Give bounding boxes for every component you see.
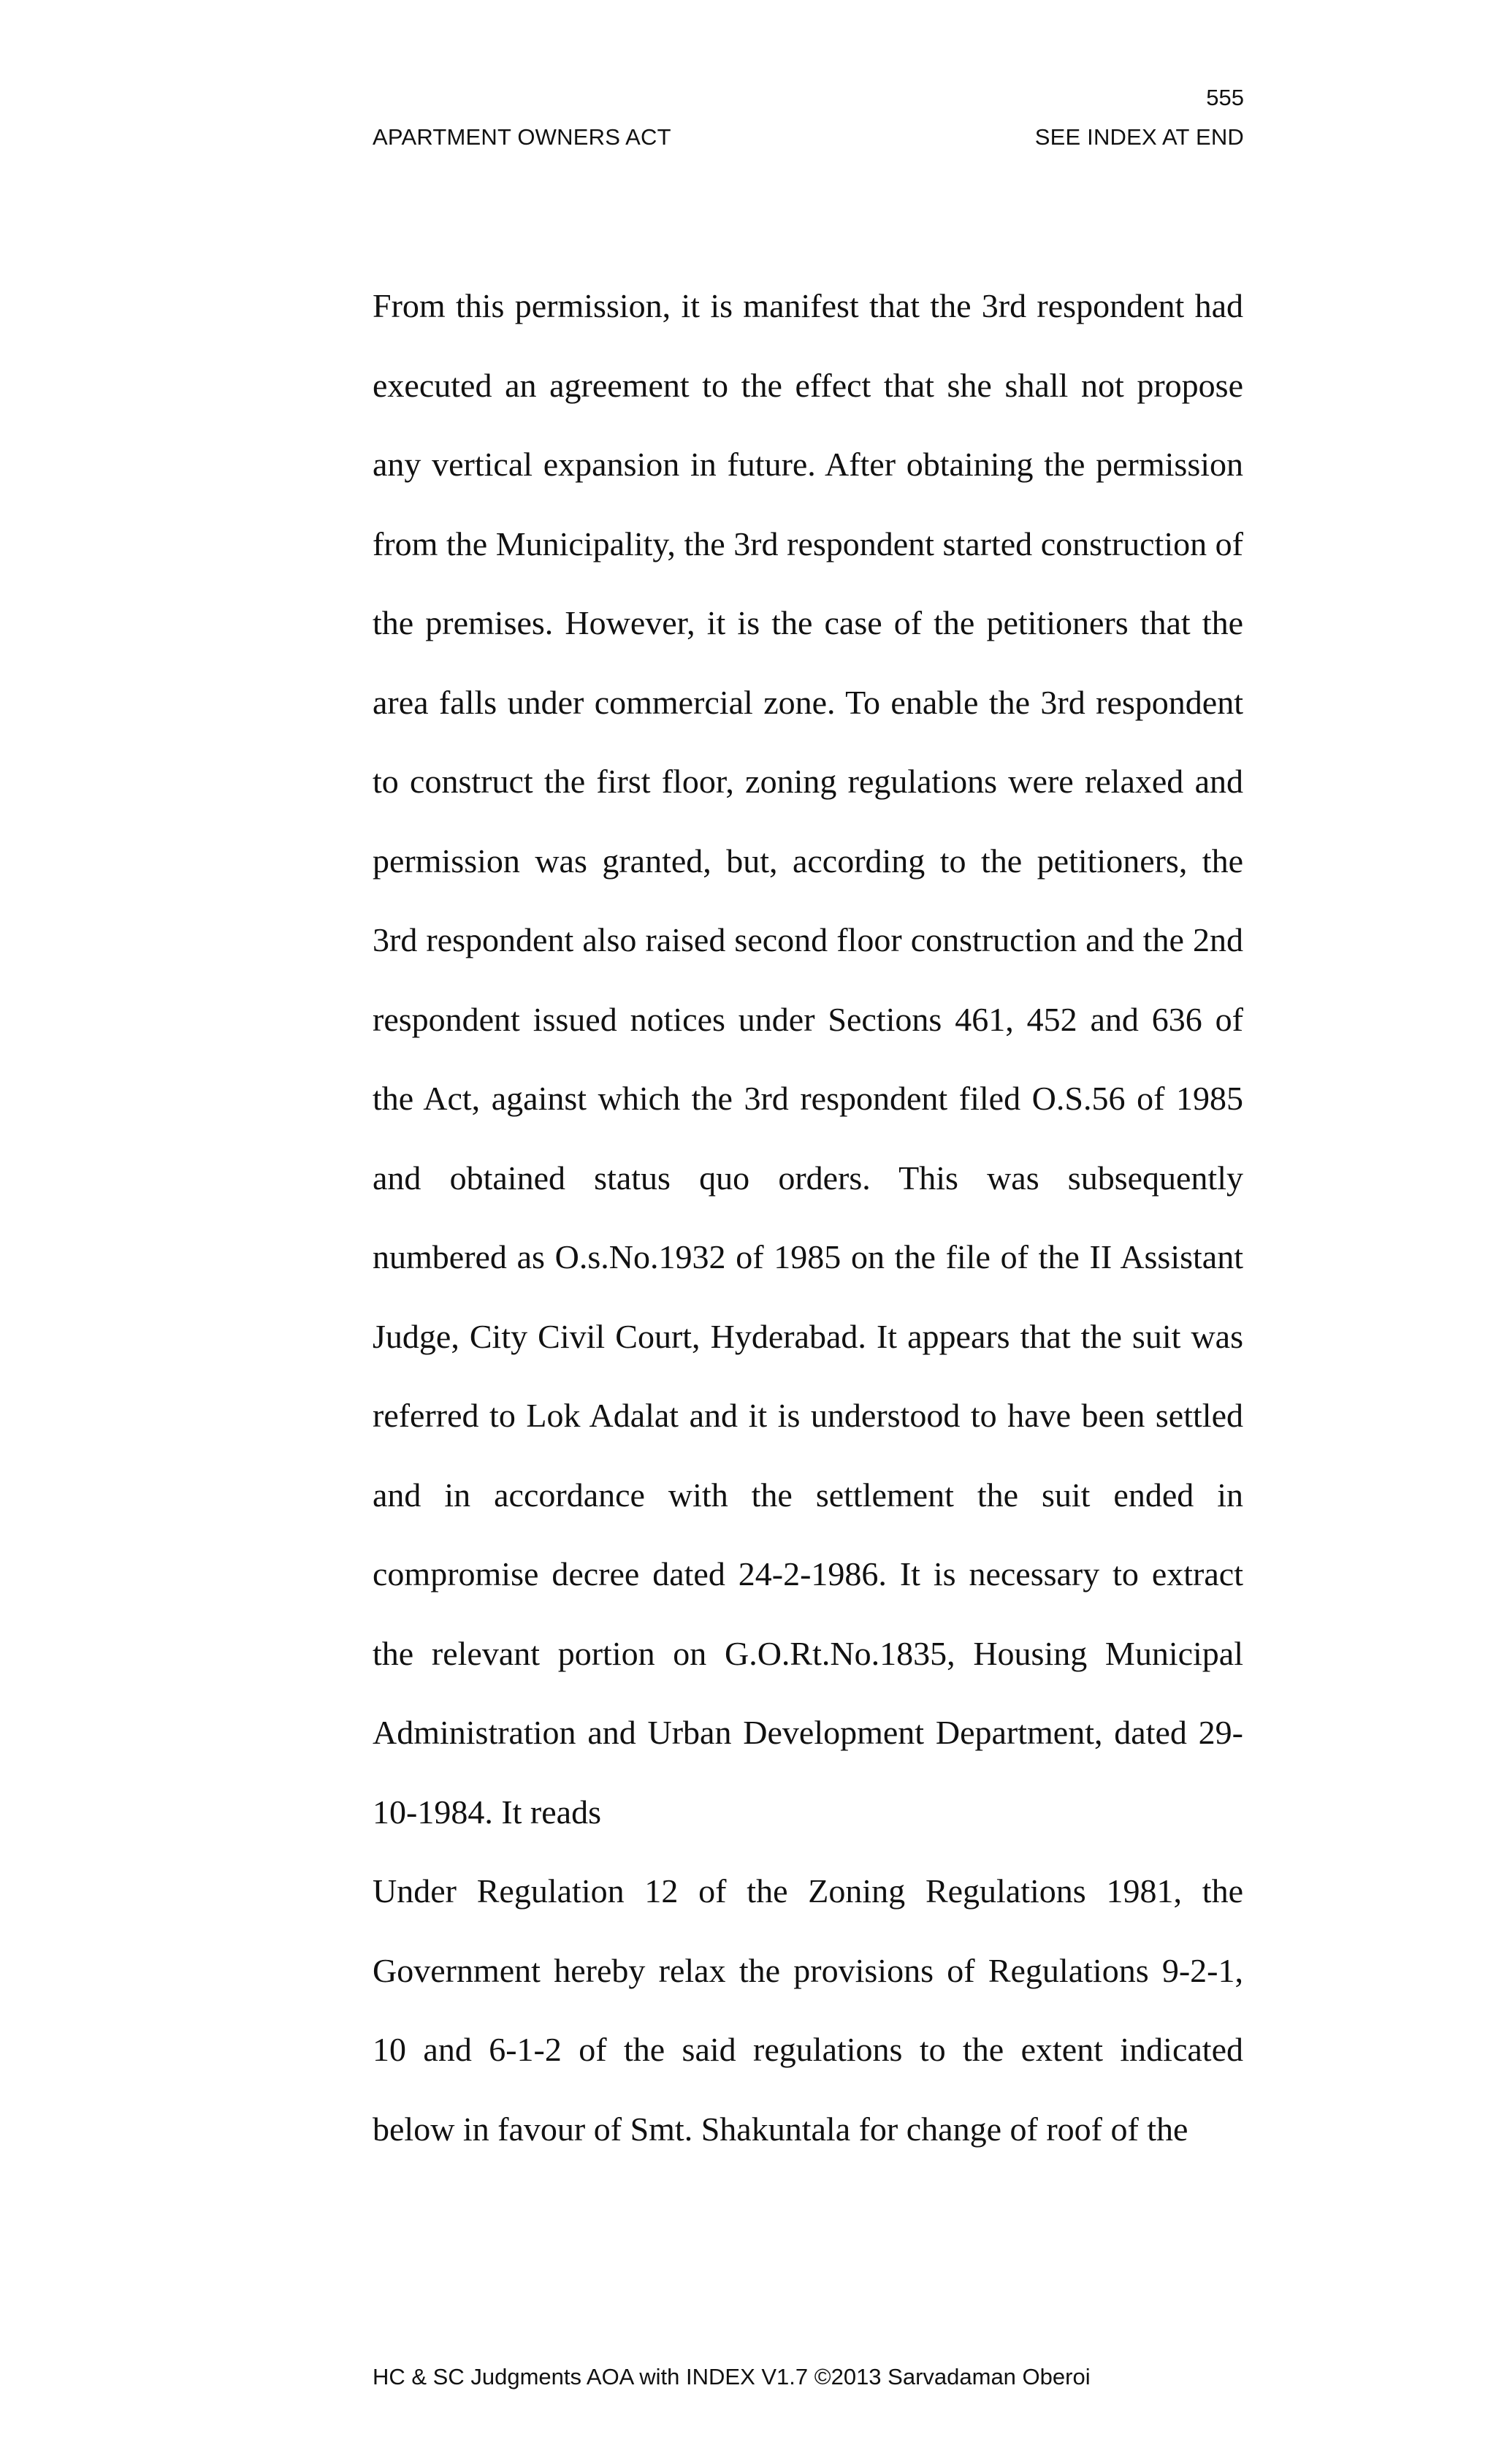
page-footer: HC & SC Judgments AOA with INDEX V1.7 ©2013 Sarvadaman Oberoi bbox=[373, 2364, 1091, 2389]
running-header-title: APARTMENT OWNERS ACT bbox=[373, 124, 671, 150]
document-body bbox=[373, 267, 1243, 2169]
body-paragraph: From this permission, it is manifest that the 3rd respondent had executed an agreement to the effect that she shall not propose any vertical expansion in future. After obtaining the permission from the Municipality, the 3rd respondent started construction of the premises. However, it is the case of the petitioners that the area falls under commercial zone. To enable the 3rd respondent to construct the first floor, zoning regulations were relaxed and permission was granted, but, according to the petitioners, the 3rd respondent also raised second floor construction and the 2nd respondent issued notices under Sections 461, 452 and 636 of the Act, against which the 3rd respondent filed O.S.56 of 1985 and obtained status quo orders. This was subsequently numbered as O.s.No.1932 of 1985 on the file of the II Assistant Judge, City Civil Court, Hyderabad. It appears that the suit was referred to Lok Adalat and it is understood to have been settled and in accordance with the settlement the suit ended in compromise decree dated 24-2-1986. It is necessary to extract the relevant portion on G.O.Rt.No.1835, Housing Municipal Administration and Urban Development Department, dated 29-10-1984. It reads bbox=[373, 287, 1243, 1831]
page-number: 555 bbox=[1206, 85, 1244, 110]
running-header-index-note: SEE INDEX AT END bbox=[1034, 124, 1244, 150]
body-paragraph: Under Regulation 12 of the Zoning Regulations 1981, the Government hereby relax the provisions of Regulations 9-2-1, 10 and 6-1-2 of the said regulations to the extent indicated below in favour of Smt. Shakuntala for change of roof of the bbox=[373, 1872, 1243, 2148]
